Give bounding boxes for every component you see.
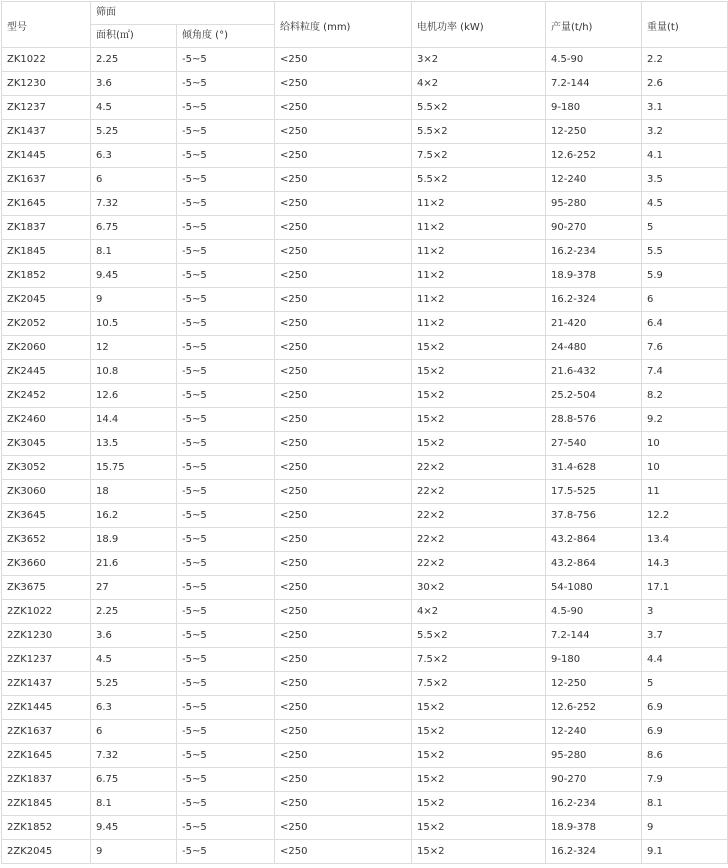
- cell-weight: 10: [642, 432, 728, 456]
- cell-model: ZK3060: [2, 480, 91, 504]
- cell-model: ZK3645: [2, 504, 91, 528]
- cell-weight: 13.4: [642, 528, 728, 552]
- cell-feed-size: <250: [275, 696, 412, 720]
- cell-weight: 5.5: [642, 240, 728, 264]
- cell-model: ZK1852: [2, 264, 91, 288]
- cell-angle: -5~5: [177, 744, 275, 768]
- cell-output: 12-250: [546, 120, 642, 144]
- cell-motor-power: 11×2: [412, 264, 546, 288]
- cell-angle: -5~5: [177, 216, 275, 240]
- cell-motor-power: 22×2: [412, 504, 546, 528]
- cell-feed-size: <250: [275, 48, 412, 72]
- cell-weight: 6: [642, 288, 728, 312]
- cell-output: 7.2-144: [546, 72, 642, 96]
- cell-weight: 8.1: [642, 792, 728, 816]
- cell-weight: 2.2: [642, 48, 728, 72]
- table-header: [2, 2, 728, 48]
- spec-table: [1, 1, 728, 864]
- cell-area: 3.6: [91, 624, 177, 648]
- table-row: [2, 744, 728, 768]
- cell-output: 12.6-252: [546, 696, 642, 720]
- table-row: [2, 96, 728, 120]
- cell-feed-size: <250: [275, 144, 412, 168]
- cell-motor-power: 15×2: [412, 432, 546, 456]
- cell-model: ZK1445: [2, 144, 91, 168]
- cell-angle: -5~5: [177, 480, 275, 504]
- cell-angle: -5~5: [177, 192, 275, 216]
- cell-output: 54-1080: [546, 576, 642, 600]
- cell-motor-power: 15×2: [412, 360, 546, 384]
- cell-weight: 8.6: [642, 744, 728, 768]
- cell-weight: 4.4: [642, 648, 728, 672]
- cell-area: 9: [91, 288, 177, 312]
- cell-model: 2ZK1237: [2, 648, 91, 672]
- cell-output: 4.5-90: [546, 48, 642, 72]
- cell-feed-size: <250: [275, 648, 412, 672]
- cell-weight: 5: [642, 216, 728, 240]
- cell-output: 21.6-432: [546, 360, 642, 384]
- cell-model: ZK1237: [2, 96, 91, 120]
- cell-angle: -5~5: [177, 96, 275, 120]
- cell-model: ZK1230: [2, 72, 91, 96]
- cell-model: 2ZK1437: [2, 672, 91, 696]
- cell-model: ZK1837: [2, 216, 91, 240]
- cell-weight: 5.9: [642, 264, 728, 288]
- cell-output: 4.5-90: [546, 600, 642, 624]
- table-row: [2, 336, 728, 360]
- cell-weight: 9.1: [642, 840, 728, 864]
- cell-area: 27: [91, 576, 177, 600]
- table-row: [2, 672, 728, 696]
- header-feed-size: 给料粒度 (mm): [275, 2, 412, 48]
- cell-motor-power: 22×2: [412, 480, 546, 504]
- cell-output: 17.5-525: [546, 480, 642, 504]
- cell-area: 9.45: [91, 816, 177, 840]
- cell-weight: 3.2: [642, 120, 728, 144]
- cell-motor-power: 15×2: [412, 840, 546, 864]
- cell-area: 18.9: [91, 528, 177, 552]
- cell-motor-power: 22×2: [412, 528, 546, 552]
- cell-weight: 4.1: [642, 144, 728, 168]
- cell-output: 43.2-864: [546, 552, 642, 576]
- cell-output: 16.2-324: [546, 288, 642, 312]
- cell-angle: -5~5: [177, 840, 275, 864]
- cell-model: ZK2052: [2, 312, 91, 336]
- cell-area: 7.32: [91, 744, 177, 768]
- table-row: [2, 72, 728, 96]
- cell-feed-size: <250: [275, 72, 412, 96]
- cell-angle: -5~5: [177, 168, 275, 192]
- cell-model: 2ZK1852: [2, 816, 91, 840]
- table-row: [2, 720, 728, 744]
- cell-angle: -5~5: [177, 144, 275, 168]
- cell-angle: -5~5: [177, 624, 275, 648]
- table-row: [2, 312, 728, 336]
- table-row: [2, 240, 728, 264]
- table-row: [2, 360, 728, 384]
- cell-weight: 8.2: [642, 384, 728, 408]
- cell-angle: -5~5: [177, 648, 275, 672]
- cell-weight: 7.9: [642, 768, 728, 792]
- cell-output: 25.2-504: [546, 384, 642, 408]
- table-row: [2, 648, 728, 672]
- cell-output: 90-270: [546, 216, 642, 240]
- cell-weight: 7.4: [642, 360, 728, 384]
- table-row: [2, 168, 728, 192]
- cell-motor-power: 5.5×2: [412, 120, 546, 144]
- cell-area: 18: [91, 480, 177, 504]
- cell-model: ZK1845: [2, 240, 91, 264]
- cell-angle: -5~5: [177, 384, 275, 408]
- cell-angle: -5~5: [177, 240, 275, 264]
- cell-motor-power: 15×2: [412, 696, 546, 720]
- table-row: [2, 384, 728, 408]
- cell-model: ZK1645: [2, 192, 91, 216]
- cell-motor-power: 11×2: [412, 288, 546, 312]
- cell-area: 5.25: [91, 120, 177, 144]
- cell-weight: 9: [642, 816, 728, 840]
- cell-feed-size: <250: [275, 216, 412, 240]
- header-screen-group: 筛面: [91, 2, 275, 25]
- cell-motor-power: 15×2: [412, 744, 546, 768]
- cell-motor-power: 5.5×2: [412, 96, 546, 120]
- table-row: [2, 192, 728, 216]
- cell-output: 12-240: [546, 720, 642, 744]
- header-output: 产量(t/h): [546, 2, 642, 48]
- table-row: [2, 288, 728, 312]
- table-row: [2, 768, 728, 792]
- table-row: [2, 840, 728, 864]
- cell-feed-size: <250: [275, 192, 412, 216]
- cell-motor-power: 15×2: [412, 720, 546, 744]
- cell-angle: -5~5: [177, 264, 275, 288]
- cell-output: 18.9-378: [546, 816, 642, 840]
- cell-motor-power: 15×2: [412, 792, 546, 816]
- cell-feed-size: <250: [275, 432, 412, 456]
- cell-model: ZK1637: [2, 168, 91, 192]
- table-row: [2, 432, 728, 456]
- cell-model: ZK2060: [2, 336, 91, 360]
- cell-area: 4.5: [91, 648, 177, 672]
- cell-output: 95-280: [546, 192, 642, 216]
- cell-motor-power: 30×2: [412, 576, 546, 600]
- table-row: [2, 456, 728, 480]
- table-body: [2, 48, 728, 864]
- cell-output: 16.2-234: [546, 240, 642, 264]
- cell-area: 6.75: [91, 768, 177, 792]
- header-motor-power: 电机功率 (kW): [412, 2, 546, 48]
- cell-area: 6: [91, 720, 177, 744]
- cell-angle: -5~5: [177, 696, 275, 720]
- cell-weight: 14.3: [642, 552, 728, 576]
- cell-output: 9-180: [546, 96, 642, 120]
- cell-area: 6.3: [91, 144, 177, 168]
- cell-area: 12.6: [91, 384, 177, 408]
- cell-area: 8.1: [91, 792, 177, 816]
- cell-model: ZK1437: [2, 120, 91, 144]
- cell-area: 9: [91, 840, 177, 864]
- cell-motor-power: 4×2: [412, 600, 546, 624]
- cell-weight: 10: [642, 456, 728, 480]
- cell-model: ZK3052: [2, 456, 91, 480]
- header-model: 型号: [2, 2, 91, 48]
- cell-feed-size: <250: [275, 720, 412, 744]
- cell-motor-power: 5.5×2: [412, 624, 546, 648]
- table-row: [2, 696, 728, 720]
- table-row: [2, 576, 728, 600]
- cell-motor-power: 3×2: [412, 48, 546, 72]
- cell-angle: -5~5: [177, 672, 275, 696]
- cell-output: 43.2-864: [546, 528, 642, 552]
- cell-area: 6.3: [91, 696, 177, 720]
- cell-area: 14.4: [91, 408, 177, 432]
- cell-feed-size: <250: [275, 672, 412, 696]
- cell-model: 2ZK1230: [2, 624, 91, 648]
- cell-model: ZK2445: [2, 360, 91, 384]
- cell-feed-size: <250: [275, 336, 412, 360]
- cell-area: 4.5: [91, 96, 177, 120]
- cell-feed-size: <250: [275, 816, 412, 840]
- cell-motor-power: 5.5×2: [412, 168, 546, 192]
- cell-model: 2ZK1837: [2, 768, 91, 792]
- cell-area: 16.2: [91, 504, 177, 528]
- cell-model: 2ZK1645: [2, 744, 91, 768]
- cell-weight: 3.7: [642, 624, 728, 648]
- cell-area: 10.8: [91, 360, 177, 384]
- cell-motor-power: 22×2: [412, 456, 546, 480]
- cell-area: 2.25: [91, 48, 177, 72]
- cell-output: 18.9-378: [546, 264, 642, 288]
- table-row: [2, 504, 728, 528]
- cell-angle: -5~5: [177, 768, 275, 792]
- cell-angle: -5~5: [177, 504, 275, 528]
- table-row: [2, 264, 728, 288]
- cell-angle: -5~5: [177, 312, 275, 336]
- table-row: [2, 816, 728, 840]
- cell-feed-size: <250: [275, 168, 412, 192]
- cell-feed-size: <250: [275, 576, 412, 600]
- cell-model: 2ZK1637: [2, 720, 91, 744]
- cell-feed-size: <250: [275, 744, 412, 768]
- cell-feed-size: <250: [275, 408, 412, 432]
- cell-output: 9-180: [546, 648, 642, 672]
- cell-feed-size: <250: [275, 840, 412, 864]
- cell-feed-size: <250: [275, 264, 412, 288]
- cell-area: 5.25: [91, 672, 177, 696]
- table-row: [2, 552, 728, 576]
- cell-weight: 11: [642, 480, 728, 504]
- cell-model: 2ZK1022: [2, 600, 91, 624]
- cell-feed-size: <250: [275, 480, 412, 504]
- cell-output: 28.8-576: [546, 408, 642, 432]
- cell-weight: 6.9: [642, 720, 728, 744]
- cell-feed-size: <250: [275, 384, 412, 408]
- cell-feed-size: <250: [275, 288, 412, 312]
- cell-motor-power: 15×2: [412, 408, 546, 432]
- cell-feed-size: <250: [275, 240, 412, 264]
- cell-angle: -5~5: [177, 360, 275, 384]
- cell-feed-size: <250: [275, 528, 412, 552]
- cell-area: 3.6: [91, 72, 177, 96]
- cell-area: 13.5: [91, 432, 177, 456]
- cell-model: ZK3675: [2, 576, 91, 600]
- cell-model: ZK2045: [2, 288, 91, 312]
- cell-area: 2.25: [91, 600, 177, 624]
- cell-output: 95-280: [546, 744, 642, 768]
- cell-output: 21-420: [546, 312, 642, 336]
- cell-area: 12: [91, 336, 177, 360]
- cell-weight: 5: [642, 672, 728, 696]
- cell-model: 2ZK1845: [2, 792, 91, 816]
- cell-area: 9.45: [91, 264, 177, 288]
- cell-weight: 12.2: [642, 504, 728, 528]
- cell-feed-size: <250: [275, 552, 412, 576]
- table-row: [2, 216, 728, 240]
- cell-area: 10.5: [91, 312, 177, 336]
- cell-angle: -5~5: [177, 408, 275, 432]
- cell-motor-power: 22×2: [412, 552, 546, 576]
- cell-angle: -5~5: [177, 72, 275, 96]
- cell-angle: -5~5: [177, 552, 275, 576]
- cell-model: 2ZK1445: [2, 696, 91, 720]
- cell-weight: 7.6: [642, 336, 728, 360]
- cell-feed-size: <250: [275, 768, 412, 792]
- cell-model: 2ZK2045: [2, 840, 91, 864]
- cell-output: 12.6-252: [546, 144, 642, 168]
- cell-area: 8.1: [91, 240, 177, 264]
- cell-motor-power: 7.5×2: [412, 144, 546, 168]
- cell-angle: -5~5: [177, 336, 275, 360]
- cell-weight: 6.9: [642, 696, 728, 720]
- cell-model: ZK3045: [2, 432, 91, 456]
- cell-angle: -5~5: [177, 816, 275, 840]
- cell-motor-power: 7.5×2: [412, 672, 546, 696]
- table-row: [2, 600, 728, 624]
- cell-feed-size: <250: [275, 792, 412, 816]
- cell-motor-power: 11×2: [412, 192, 546, 216]
- header-area: 面积(㎡): [91, 25, 177, 48]
- cell-angle: -5~5: [177, 456, 275, 480]
- cell-angle: -5~5: [177, 288, 275, 312]
- cell-weight: 3.1: [642, 96, 728, 120]
- cell-area: 6.75: [91, 216, 177, 240]
- cell-weight: 3: [642, 600, 728, 624]
- cell-model: ZK3660: [2, 552, 91, 576]
- cell-motor-power: 15×2: [412, 336, 546, 360]
- table-row: [2, 408, 728, 432]
- cell-motor-power: 11×2: [412, 216, 546, 240]
- cell-motor-power: 11×2: [412, 312, 546, 336]
- cell-angle: -5~5: [177, 528, 275, 552]
- cell-motor-power: 11×2: [412, 240, 546, 264]
- cell-output: 37.8-756: [546, 504, 642, 528]
- cell-output: 12-240: [546, 168, 642, 192]
- cell-feed-size: <250: [275, 600, 412, 624]
- cell-output: 7.2-144: [546, 624, 642, 648]
- cell-area: 21.6: [91, 552, 177, 576]
- cell-feed-size: <250: [275, 504, 412, 528]
- cell-motor-power: 15×2: [412, 768, 546, 792]
- cell-area: 6: [91, 168, 177, 192]
- cell-feed-size: <250: [275, 624, 412, 648]
- cell-output: 16.2-234: [546, 792, 642, 816]
- cell-weight: 2.6: [642, 72, 728, 96]
- header-weight: 重量(t): [642, 2, 728, 48]
- cell-angle: -5~5: [177, 576, 275, 600]
- cell-motor-power: 7.5×2: [412, 648, 546, 672]
- cell-weight: 4.5: [642, 192, 728, 216]
- table-row: [2, 792, 728, 816]
- cell-feed-size: <250: [275, 456, 412, 480]
- cell-angle: -5~5: [177, 792, 275, 816]
- table-row: [2, 528, 728, 552]
- cell-motor-power: 15×2: [412, 816, 546, 840]
- cell-output: 24-480: [546, 336, 642, 360]
- header-angle: 倾角度 (°): [177, 25, 275, 48]
- cell-output: 16.2-324: [546, 840, 642, 864]
- cell-output: 12-250: [546, 672, 642, 696]
- cell-model: ZK3652: [2, 528, 91, 552]
- table-row: [2, 624, 728, 648]
- cell-output: 31.4-628: [546, 456, 642, 480]
- cell-model: ZK1022: [2, 48, 91, 72]
- table-row: [2, 120, 728, 144]
- table-row: [2, 480, 728, 504]
- cell-angle: -5~5: [177, 48, 275, 72]
- cell-model: ZK2460: [2, 408, 91, 432]
- cell-area: 15.75: [91, 456, 177, 480]
- cell-model: ZK2452: [2, 384, 91, 408]
- cell-weight: 3.5: [642, 168, 728, 192]
- cell-feed-size: <250: [275, 96, 412, 120]
- cell-angle: -5~5: [177, 600, 275, 624]
- cell-feed-size: <250: [275, 120, 412, 144]
- table-row: [2, 48, 728, 72]
- cell-weight: 6.4: [642, 312, 728, 336]
- cell-weight: 9.2: [642, 408, 728, 432]
- cell-angle: -5~5: [177, 720, 275, 744]
- cell-feed-size: <250: [275, 312, 412, 336]
- cell-weight: 17.1: [642, 576, 728, 600]
- cell-motor-power: 4×2: [412, 72, 546, 96]
- table-row: [2, 144, 728, 168]
- cell-area: 7.32: [91, 192, 177, 216]
- cell-output: 27-540: [546, 432, 642, 456]
- cell-motor-power: 15×2: [412, 384, 546, 408]
- cell-feed-size: <250: [275, 360, 412, 384]
- cell-angle: -5~5: [177, 432, 275, 456]
- cell-angle: -5~5: [177, 120, 275, 144]
- cell-output: 90-270: [546, 768, 642, 792]
